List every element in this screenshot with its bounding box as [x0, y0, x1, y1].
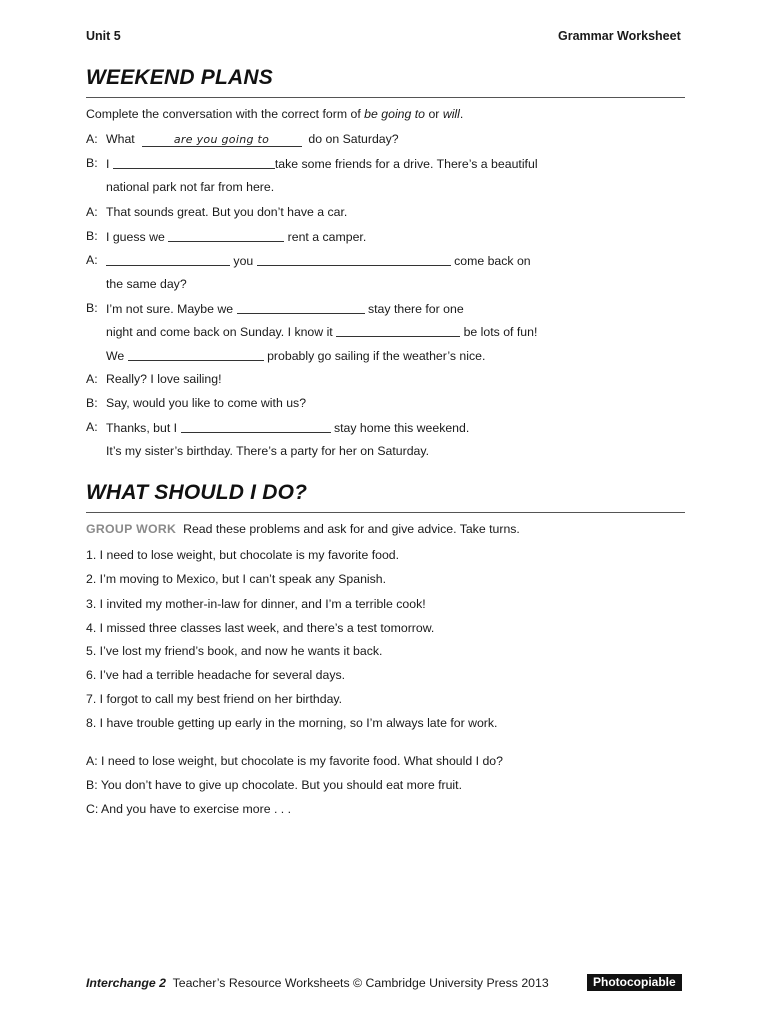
dialogue-line [106, 420, 469, 435]
photocopiable-badge: Photocopiable [587, 974, 682, 991]
speaker-label: B: [86, 229, 98, 243]
section-rule [86, 97, 685, 98]
dialogue-line: Say, would you like to come with us? [106, 396, 307, 410]
section-title-what-should-i-do: WHAT SHOULD I DO? [86, 481, 308, 504]
instruction-emphasis-will: will [442, 107, 460, 121]
group-work-instruction [86, 522, 520, 537]
example-dialogue-line: B: You don’t have to give up chocolate. But you should eat more fruit. [86, 778, 462, 792]
answer-blank[interactable] [106, 254, 230, 266]
footer-brand: Interchange 2 [86, 976, 166, 990]
instruction-text: or [425, 107, 443, 121]
speaker-label: A: [86, 420, 98, 434]
line-text: stay there for one [367, 302, 464, 316]
dialogue-line [106, 132, 399, 147]
dialogue-line-cont [106, 324, 537, 339]
problem-item: 3. I invited my mother-in-law for dinner, and I’m a terrible cook! [86, 597, 426, 611]
instruction-emphasis-going-to: be going to [364, 107, 426, 121]
footer-text: Teacher’s Resource Worksheets © Cambridge University Press 2013 [172, 976, 549, 990]
dialogue-line: That sounds great. But you don’t have a car. [106, 205, 348, 219]
instruction-text: Complete the conversation with the correct form of [86, 107, 365, 121]
answer-blank[interactable] [257, 254, 451, 266]
dialogue-line-cont: It’s my sister’s birthday. There’s a party for her on Saturday. [106, 444, 430, 458]
speaker-label: A: [86, 372, 98, 386]
line-text: I [106, 157, 110, 171]
example-dialogue-line: C: And you have to exercise more . . . [86, 802, 292, 816]
line-text: Thanks, but I [106, 421, 178, 435]
line-text: take some friends for a drive. There’s a beautiful [274, 157, 538, 171]
line-text: rent a camper. [287, 230, 367, 244]
dialogue-line [106, 301, 464, 316]
instruction-text: . [459, 107, 464, 121]
instruction [86, 107, 463, 122]
speaker-label: A: [86, 132, 98, 146]
answer-blank-filled[interactable]: are you going to [142, 133, 302, 147]
instruction-text: Read these problems and ask for and give advice. Take turns. [183, 522, 520, 536]
speaker-label: A: [86, 205, 98, 219]
answer-blank[interactable] [237, 302, 365, 314]
example-dialogue-line: A: I need to lose weight, but chocolate is my favorite food. What should I do? [86, 754, 503, 768]
answer-blank[interactable] [168, 230, 284, 242]
answer-blank[interactable] [336, 325, 460, 337]
problem-item: 2. I’m moving to Mexico, but I can’t speak any Spanish. [86, 572, 387, 586]
dialogue-line [106, 253, 531, 268]
answer-blank[interactable] [181, 421, 331, 433]
section-title-weekend-plans: WEEKEND PLANS [86, 66, 273, 89]
problem-item: 4. I missed three classes last week, and there’s a test tomorrow. [86, 621, 435, 635]
group-work-label: GROUP WORK [86, 522, 177, 536]
footer-credit [86, 976, 549, 991]
line-text: We [106, 349, 125, 363]
line-text: do on Saturday? [308, 132, 399, 146]
speaker-label: B: [86, 156, 98, 170]
dialogue-line-cont: national park not far from here. [106, 180, 275, 194]
answer-blank[interactable] [113, 157, 275, 169]
line-text: What [106, 132, 135, 146]
line-text: come back on [454, 254, 531, 268]
problem-item: 1. I need to lose weight, but chocolate is my favorite food. [86, 548, 400, 562]
speaker-label: A: [86, 253, 98, 267]
unit-label: Unit 5 [86, 29, 121, 43]
dialogue-line [106, 229, 366, 244]
line-text: I’m not sure. Maybe we [106, 302, 234, 316]
problem-item: 8. I have trouble getting up early in the morning, so I’m always late for work. [86, 716, 498, 730]
line-text: probably go sailing if the weather’s nice. [267, 349, 486, 363]
dialogue-line-cont [106, 348, 485, 363]
section-rule [86, 512, 685, 513]
worksheet-type: Grammar Worksheet [558, 29, 681, 43]
answer-blank[interactable] [128, 349, 264, 361]
dialogue-line-cont: the same day? [106, 277, 187, 291]
problem-item: 7. I forgot to call my best friend on her birthday. [86, 692, 343, 706]
problem-item: 5. I’ve lost my friend’s book, and now he wants it back. [86, 644, 383, 658]
line-text: be lots of fun! [463, 325, 538, 339]
line-text: night and come back on Sunday. I know it [106, 325, 333, 339]
speaker-label: B: [86, 396, 98, 410]
dialogue-line: Really? I love sailing! [106, 372, 222, 386]
dialogue-line [106, 156, 538, 171]
line-text: you [233, 254, 254, 268]
line-text: I guess we [106, 230, 165, 244]
problem-item: 6. I’ve had a terrible headache for several days. [86, 668, 346, 682]
speaker-label: B: [86, 301, 98, 315]
line-text: stay home this weekend. [333, 421, 470, 435]
